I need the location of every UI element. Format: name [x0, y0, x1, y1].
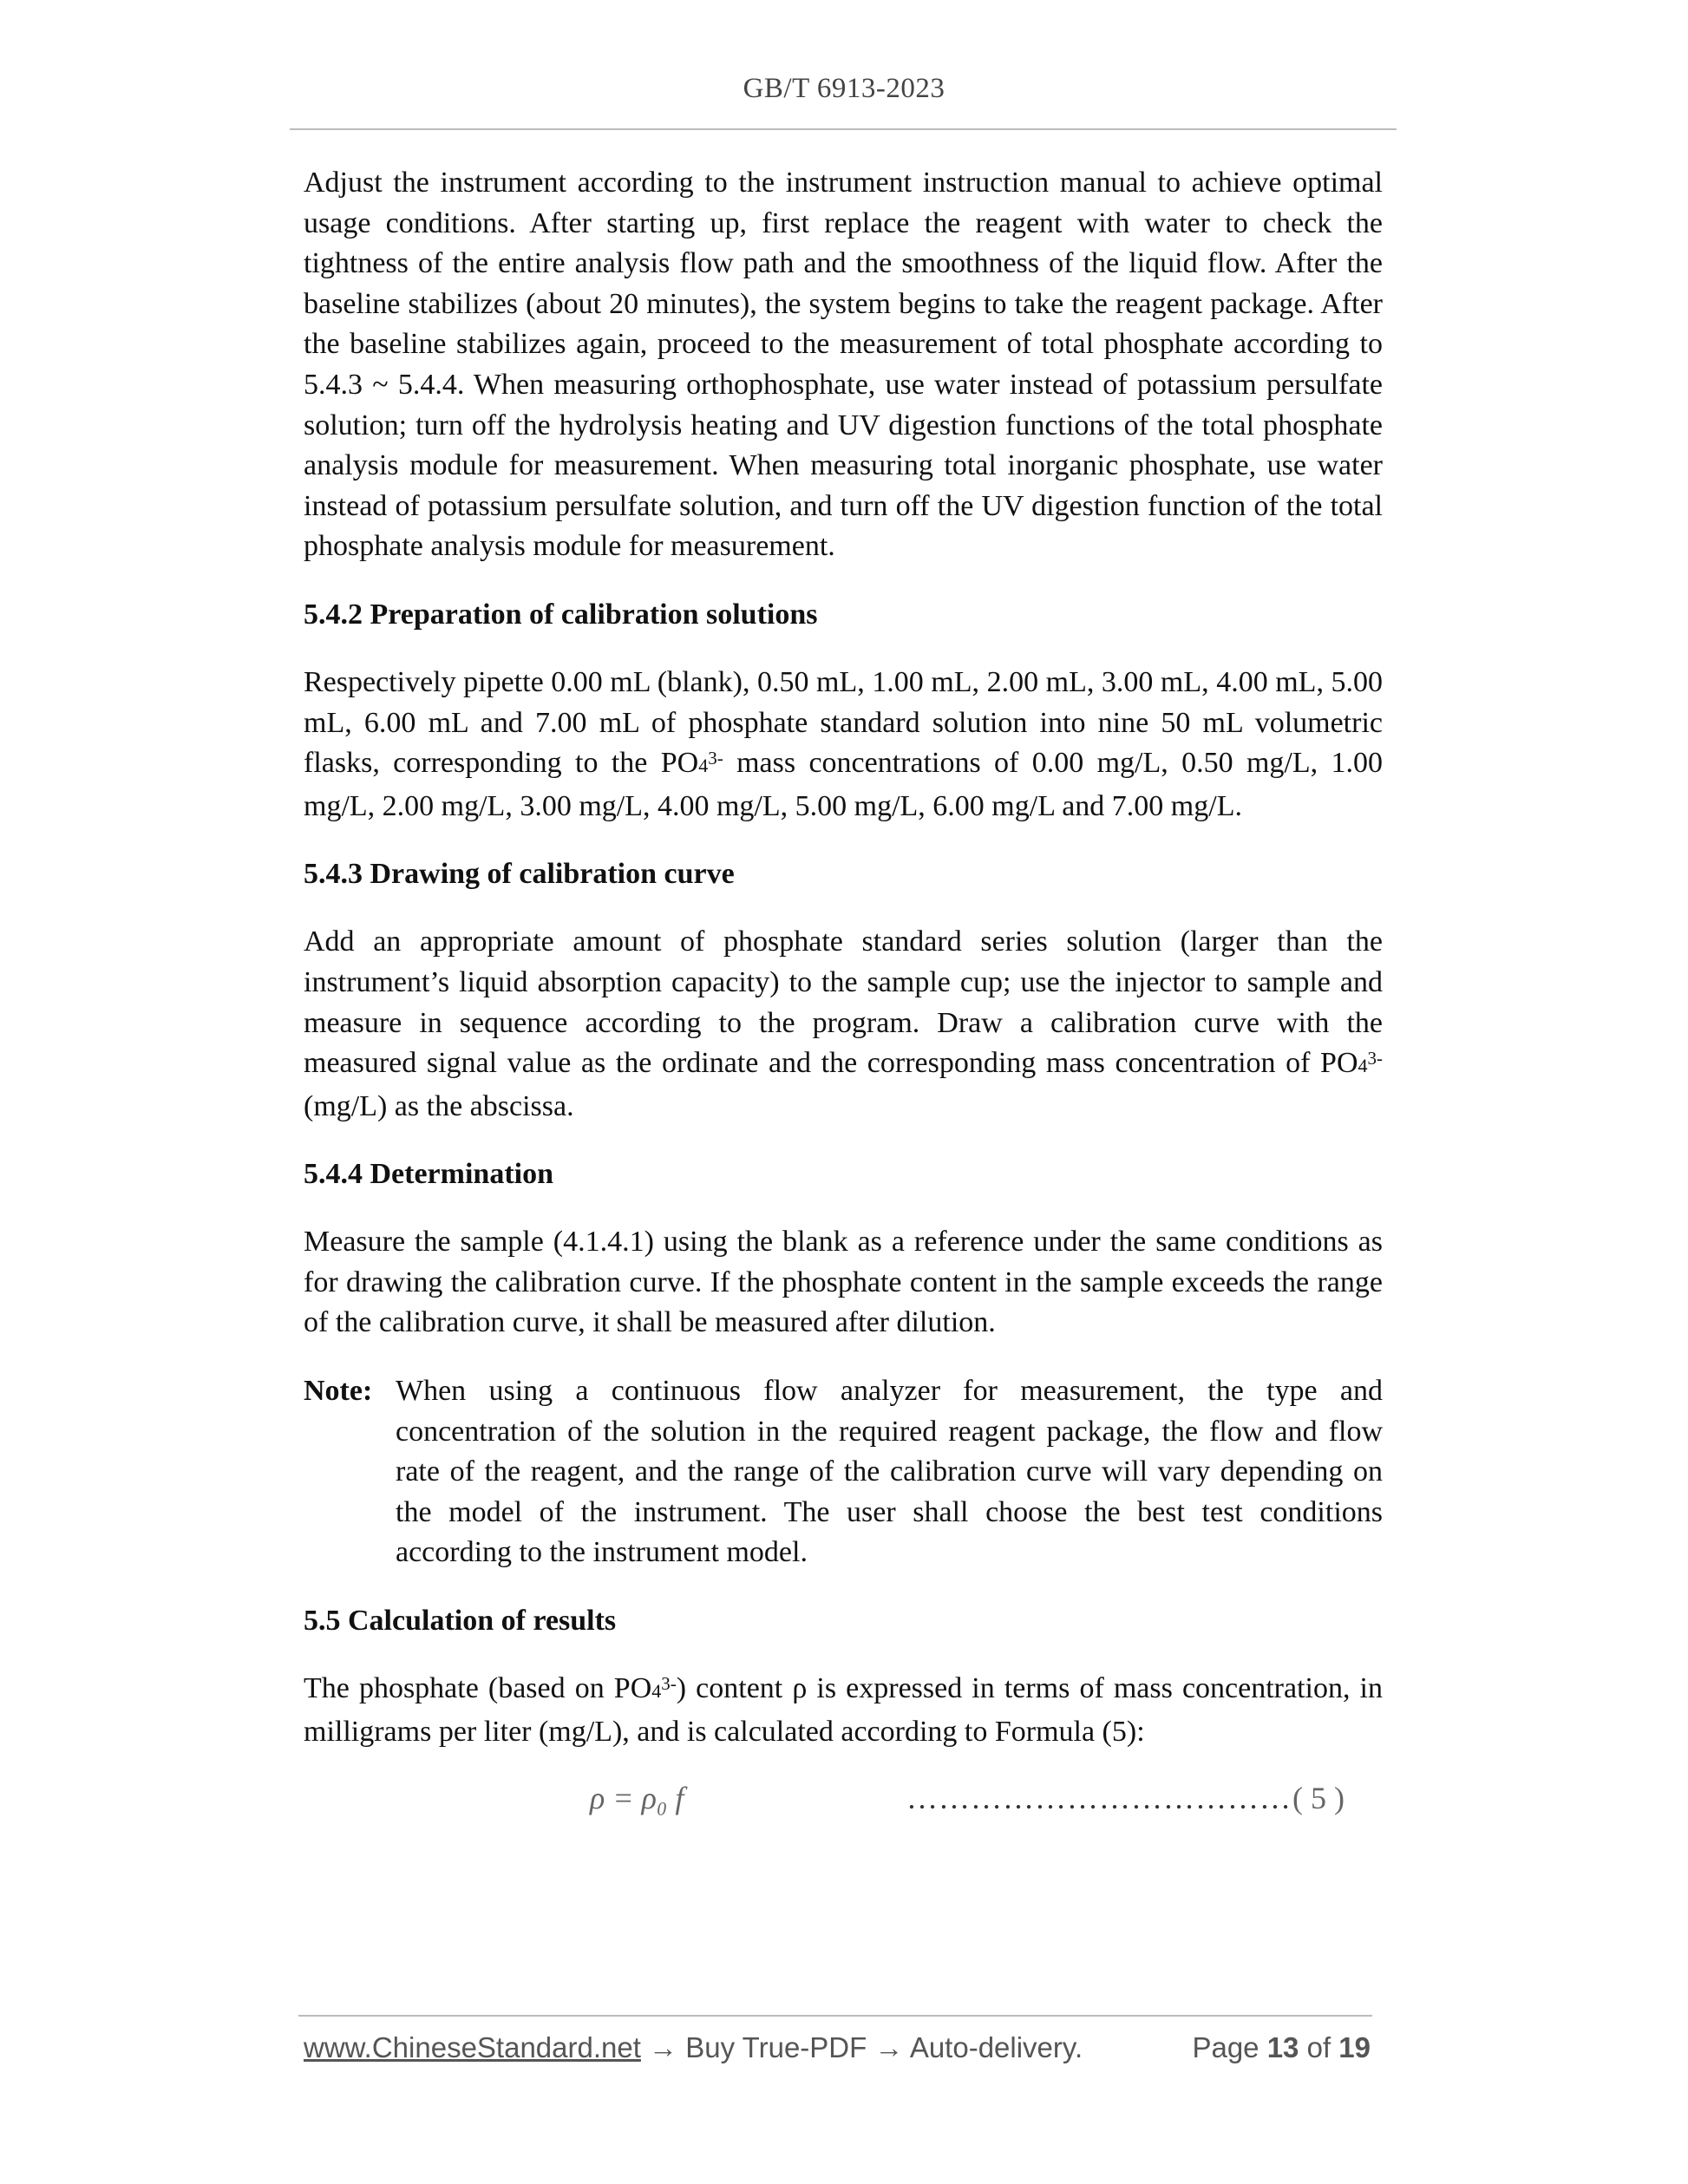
note-block — [304, 1371, 1383, 1573]
page-indicator — [1192, 2031, 1371, 2064]
footer-left — [304, 2031, 1083, 2064]
text-part: Respectively pipette 0.00 mL (blank), 0.50 mL, 1.00 mL, 2.00 mL, 3.00 mL, 4.00 mL, 5.00 mL, 6.00 mL and 7.00 mL of phosphate standard solution into nine 50 mL volumetric flasks, corresponding to the PO — [304, 665, 1383, 780]
page-footer — [304, 2031, 1371, 2075]
of-word: of — [1299, 2031, 1339, 2063]
note-text: When using a continuous flow analyzer for measurement, the type and concentration of the solution in the required reagent package, the flow and flow rate of the reagent, and the range of the calibration curve will vary depending on the model of the instrument. The user shall choose the best test conditions according to the instrument model. — [396, 1375, 1383, 1569]
paragraph-5-5 — [304, 1669, 1383, 1752]
header-divider — [290, 128, 1397, 130]
text-part: mass concentrations of 0.00 mg/L, 0.50 mg/L, 1.00 mg/L, 2.00 mg/L, 3.00 mg/L, 4.00 mg/L, 5.00 mg/L, 6.00 mg/L and 7.00 mg/L. — [304, 747, 1383, 822]
section-heading-5-5: 5.5 Calculation of results — [304, 1605, 617, 1638]
page-content — [304, 163, 1383, 1849]
text-part: Add an appropriate amount of phosphate standard series solution (larger than the instrument’s liquid absorption capacity) to the sample cup; use the injector to sample and measure in sequence according to the program. Draw a calibration curve with the measured signal value as the ordinate and the corresponding mass concentration of PO — [304, 925, 1383, 1080]
chem-subscript: 4 — [651, 1680, 662, 1703]
formula-expression: ρ = ρ₀ f — [590, 1781, 684, 1816]
text-part: The phosphate (based on PO — [304, 1672, 652, 1705]
formula-5 — [304, 1780, 1383, 1849]
text-part: ) content ρ is expressed in terms of mass concentration, in milligrams per liter (mg/L), and is calculated according to Formula (5): — [304, 1672, 1383, 1748]
note-label: Note: — [304, 1375, 373, 1408]
page-word: Page — [1192, 2031, 1267, 2063]
section-heading-5-4-3: 5.4.3 Drawing of calibration curve — [304, 858, 735, 891]
page-total: 19 — [1338, 2031, 1371, 2063]
chem-subscript: 4 — [1358, 1055, 1368, 1077]
chem-superscript: 3- — [708, 748, 723, 769]
page-header: GB/T 6913-2023 — [743, 73, 945, 104]
page-current: 13 — [1266, 2031, 1299, 2063]
chem-superscript: 3- — [1367, 1048, 1383, 1069]
paragraph-5-4-4: Measure the sample (4.1.4.1) using the blank as a reference under the same conditions as for drawing the calibration curve. If the phosphate content in the sample exceeds the range of the calibration curve, it shall be measured after dilution. — [304, 1226, 1383, 1339]
formula-leader-dots: ……………………………… — [906, 1781, 1292, 1816]
text-part: (mg/L) as the abscissa. — [304, 1089, 574, 1122]
chem-subscript: 4 — [698, 755, 709, 777]
section-heading-5-4-2: 5.4.2 Preparation of calibration solutions — [304, 598, 818, 631]
formula-number: ( 5 ) — [1292, 1781, 1345, 1816]
footer-divider — [298, 2015, 1372, 2017]
footer-tagline: → Buy True-PDF → Auto-delivery. — [640, 2031, 1083, 2063]
site-link[interactable]: www.ChineseStandard.net — [304, 2031, 641, 2063]
paragraph-5-4-2 — [304, 663, 1383, 827]
section-heading-5-4-4: 5.4.4 Determination — [304, 1158, 554, 1191]
intro-paragraph: Adjust the instrument according to the instrument instruction manual to achieve optimal usage conditions. After starting up, first replace the reagent with water to check the tightness of the entire analysis flow path and the smoothness of the liquid flow. After the baseline stabilizes (about 20 minutes), the system begins to take the reagent package. After the baseline stabilizes again, proceed to the measurement of total phosphate according to 5.4.3 ~ 5.4.4. When measuring orthophosphate, use water instead of potassium persulfate solution; turn off the hydrolysis heating and UV digestion functions of the total phosphate analysis module for measurement. When measuring total inorganic phosphate, use water instead of potassium persulfate solution, and turn off the UV digestion function of the total phosphate analysis module for measurement. — [304, 167, 1383, 563]
paragraph-5-4-3 — [304, 922, 1383, 1127]
chem-superscript: 3- — [661, 1673, 677, 1695]
